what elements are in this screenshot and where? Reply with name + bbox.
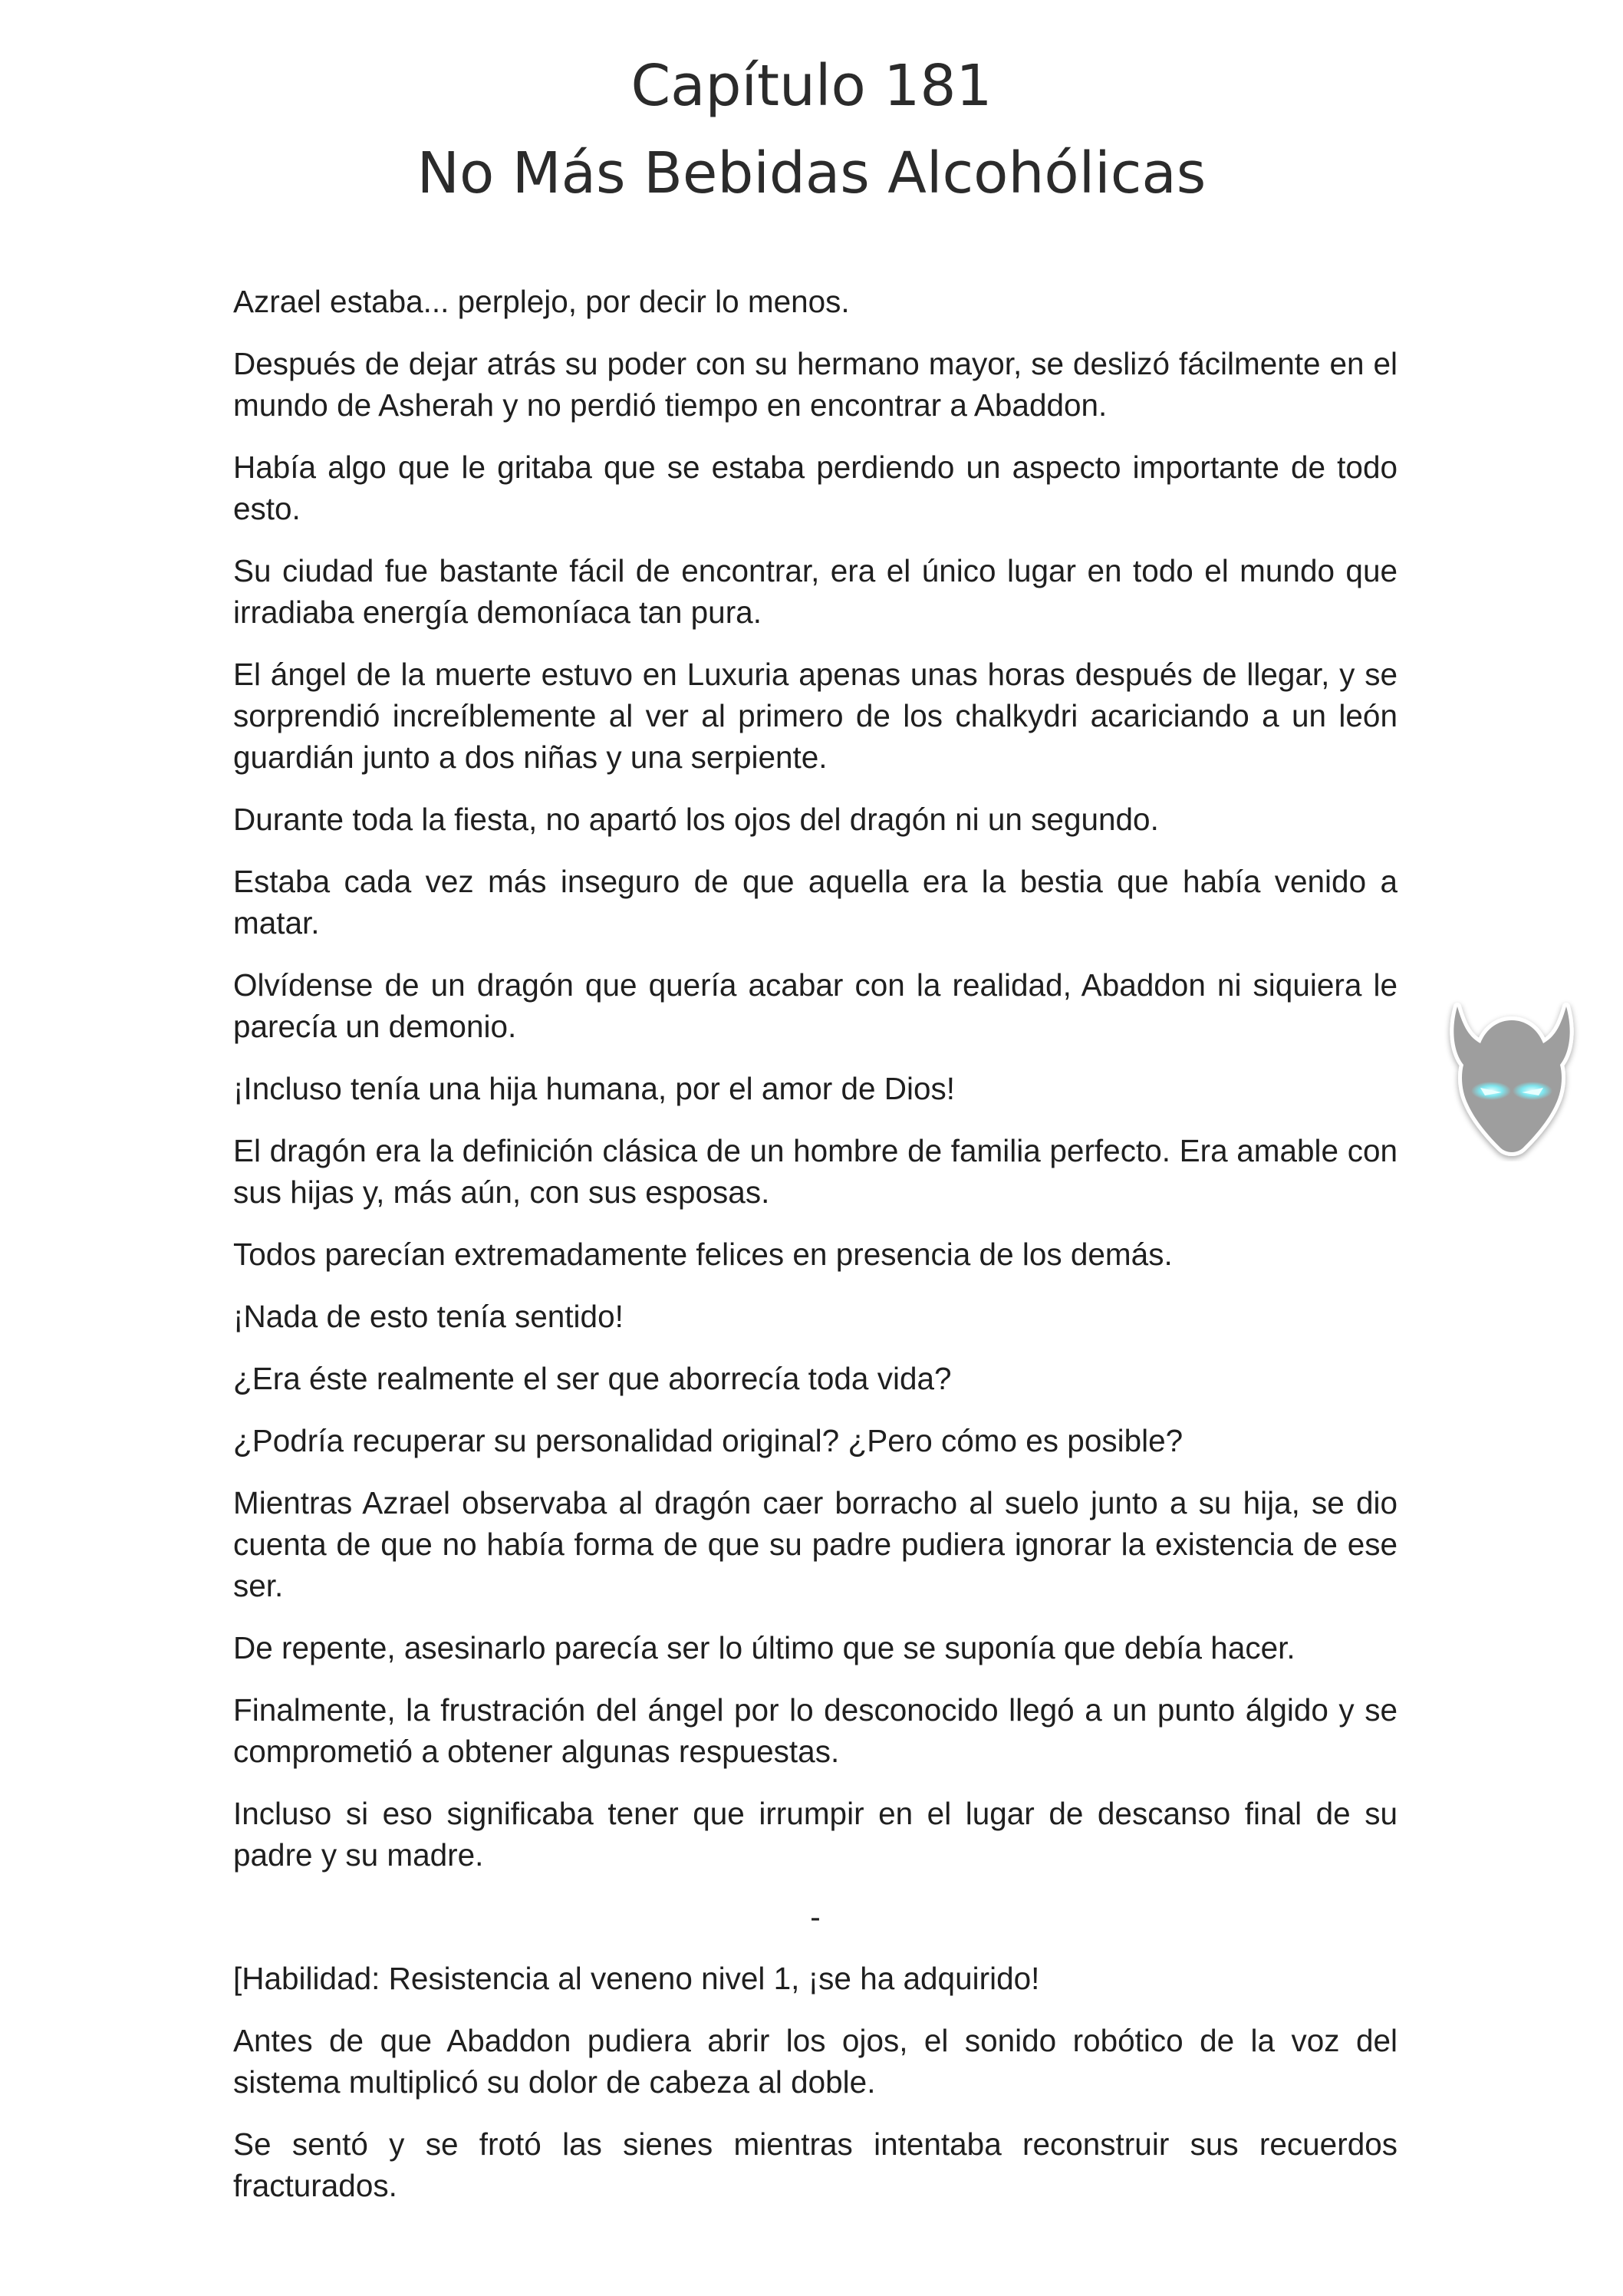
paragraph: ¡Nada de esto tenía sentido!	[233, 1299, 624, 1334]
demon-head-icon	[1440, 997, 1583, 1161]
paragraph: Durante toda la fiesta, no apartó los ojos del dragón ni un segundo.	[233, 802, 1159, 837]
scene-separator: -	[810, 1899, 821, 1935]
paragraph: Se sentó y se frotó las sienes mientras intentaba reconstruir sus recuerdos fracturados.	[233, 2126, 1397, 2203]
paragraph: ¿Podría recuperar su personalidad original? ¿Pero cómo es posible?	[233, 1423, 1184, 1458]
paragraph: Olvídense de un dragón que quería acabar con la realidad, Abaddon ni siquiera le parecía un demonio.	[233, 967, 1397, 1044]
paragraph: Estaba cada vez más inseguro de que aquella era la bestia que había venido a matar.	[233, 864, 1397, 940]
chapter-header	[0, 42, 1623, 217]
paragraph: Después de dejar atrás su poder con su hermano mayor, se deslizó fácilmente en el mundo de Asherah y no perdió tiempo en encontrar a Abaddon.	[233, 346, 1397, 423]
paragraph: [Habilidad: Resistencia al veneno nivel 1, ¡se ha adquirido!	[233, 1961, 1040, 1996]
paragraph: Su ciudad fue bastante fácil de encontrar, era el único lugar en todo el mundo que irradiaba energía demoníaca tan pura.	[233, 553, 1397, 630]
paragraph: Antes de que Abaddon pudiera abrir los ojos, el sonido robótico de la voz del sistema multiplicó su dolor de cabeza al doble.	[233, 2023, 1397, 2100]
paragraph: Todos parecían extremadamente felices en presencia de los demás.	[233, 1237, 1173, 1272]
paragraph: ¡Incluso tenía una hija humana, por el amor de Dios!	[233, 1071, 956, 1106]
paragraph: De repente, asesinarlo parecía ser lo último que se suponía que debía hacer.	[233, 1630, 1295, 1665]
paragraph: Finalmente, la frustración del ángel por lo desconocido llegó a un punto álgido y se comprometió a obtener algunas respuestas.	[233, 1692, 1397, 1769]
paragraph: Mientras Azrael observaba al dragón caer borracho al suelo junto a su hija, se dio cuenta de que no había forma de que su padre pudiera ignorar la existencia de ese ser.	[233, 1485, 1397, 1603]
chapter-body	[233, 281, 1397, 2227]
chapter-title: No Más Bebidas Alcohólicas	[416, 140, 1207, 206]
paragraph: El dragón era la definición clásica de un hombre de familia perfecto. Era amable con sus hijas y, más aún, con sus esposas.	[233, 1133, 1397, 1210]
paragraph: Había algo que le gritaba que se estaba perdiendo un aspecto importante de todo esto.	[233, 450, 1397, 526]
paragraph: Incluso si eso significaba tener que irrumpir en el lugar de descanso final de su padre y su madre.	[233, 1796, 1397, 1873]
paragraph: Azrael estaba... perplejo, por decir lo menos.	[233, 284, 850, 319]
chapter-number: Capítulo 181	[630, 53, 993, 119]
paragraph: El ángel de la muerte estuvo en Luxuria apenas unas horas después de llegar, y se sorprendió increíblemente al ver al primero de los chalkydri acariciando a un león guardián junto a dos niñas y una serpiente.	[233, 657, 1397, 775]
paragraph: ¿Era éste realmente el ser que aborrecía toda vida?	[233, 1361, 952, 1396]
